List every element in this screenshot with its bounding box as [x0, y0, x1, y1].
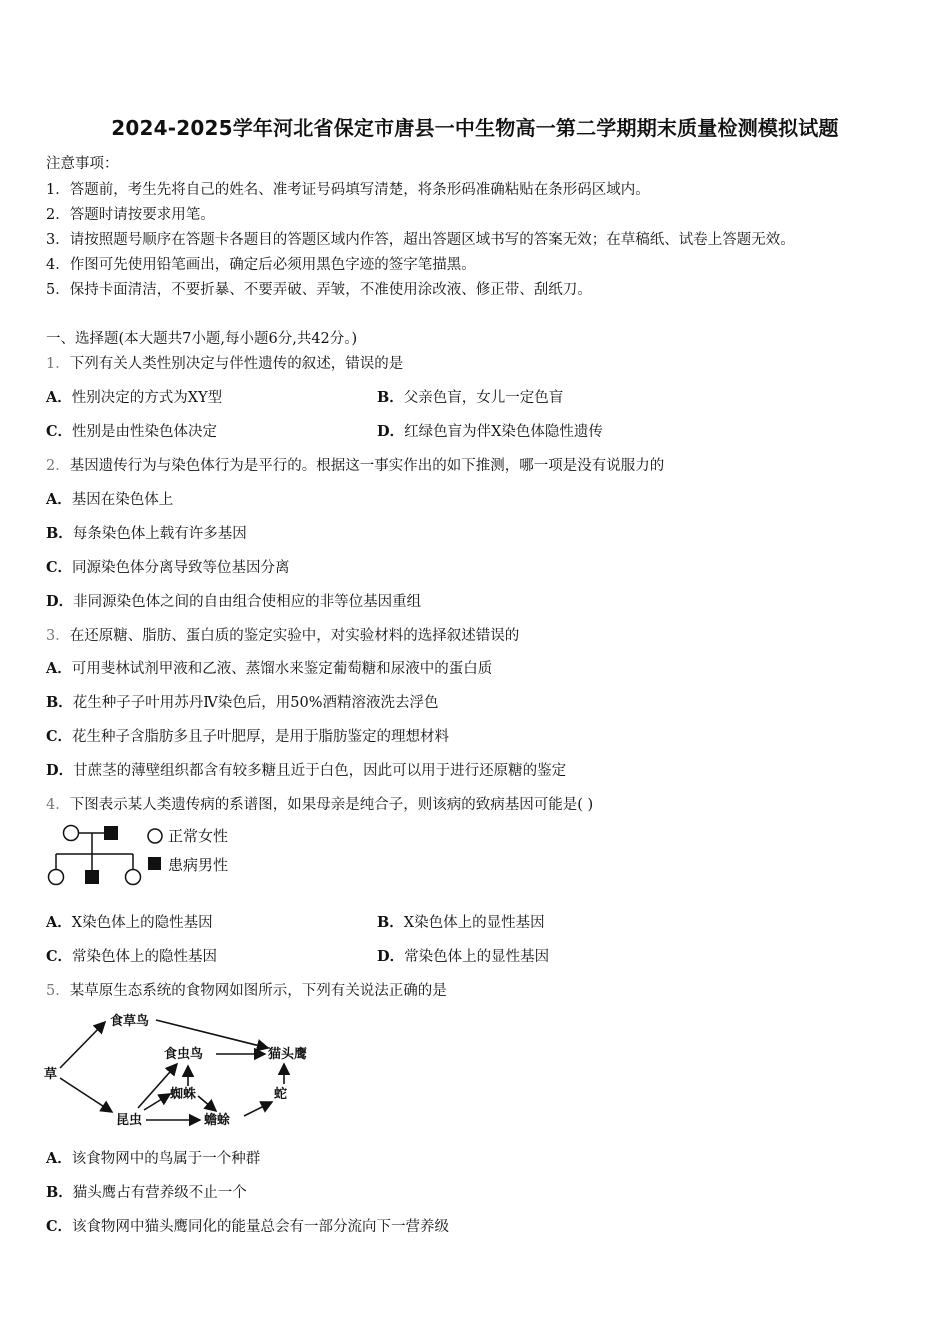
option-b: B．X染色体上的显性基因: [377, 914, 545, 931]
question-1-stem: [46, 352, 403, 373]
question-text: 在还原糖、脂肪、蛋白质的鉴定实验中，对实验材料的选择叙述错误的: [69, 628, 520, 644]
arrow-spider-toad: [198, 1096, 216, 1111]
legend-normal-female-icon: [148, 829, 162, 843]
question-number: 1．: [46, 356, 70, 372]
son-symbol: [85, 870, 99, 884]
notice-item: 2．答题时请按要求用笔。: [46, 207, 215, 223]
option-d: D．甘蔗茎的薄壁组织都含有较多糖且近于白色，因此可以用于进行还原糖的鉴定: [46, 762, 567, 779]
question-number: 5．: [46, 983, 70, 999]
option-b: B．父亲色盲，女儿一定色盲: [377, 389, 564, 406]
node-spider: 蜘蛛: [170, 1087, 197, 1102]
option-a: A．基因在染色体上: [46, 491, 174, 508]
daughter-symbol: [126, 870, 141, 885]
option-c: C．性别是由性染色体决定: [46, 423, 218, 440]
arrow-grass-insect: [60, 1078, 112, 1112]
option-d: D．常染色体上的显性基因: [377, 948, 550, 965]
father-symbol: [104, 826, 118, 840]
option-c: C．同源染色体分离导致等位基因分离: [46, 559, 290, 576]
legend-normal-female: 正常女性: [168, 827, 229, 845]
question-2-stem: [46, 454, 664, 475]
option-a: A．该食物网中的鸟属于一个种群: [46, 1150, 261, 1167]
node-snake: 蛇: [274, 1087, 288, 1102]
page-title: 2024-2025学年河北省保定市唐县一中生物高一第二学期期末质量检测模拟试题: [111, 116, 839, 140]
option-a: A．可用斐林试剂甲液和乙液、蒸馏水来鉴定葡萄糖和尿液中的蛋白质: [46, 660, 493, 677]
arrow-grass-granivore: [60, 1022, 105, 1068]
mother-symbol: [64, 826, 79, 841]
question-number: 3．: [46, 628, 70, 644]
food-web-diagram: [40, 1008, 330, 1136]
node-insect: 昆虫: [116, 1113, 143, 1128]
notice-item: 1．答题前，考生先将自己的姓名、准考证号码填写清楚，将条形码准确粘贴在条形码区域内。: [46, 182, 650, 198]
option-a: A．X染色体上的隐性基因: [46, 914, 213, 931]
node-granivore-bird: 食草鸟: [110, 1014, 150, 1029]
node-grass: 草: [44, 1067, 58, 1082]
option-c: C．该食物网中猫头鹰同化的能量总会有一部分流向下一营养级: [46, 1218, 450, 1235]
arrow-granivore-owl: [156, 1020, 268, 1048]
option-b: B．花生种子子叶用苏丹Ⅳ染色后，用50%酒精溶液洗去浮色: [46, 694, 439, 711]
node-insectivore-bird: 食虫鸟: [164, 1047, 204, 1062]
pedigree-chart: [40, 820, 260, 892]
question-3-stem: [46, 624, 519, 645]
question-5-stem: [46, 979, 447, 1000]
question-4-stem: [46, 793, 593, 814]
legend-affected-male-icon: [148, 857, 161, 870]
notice-heading: 注意事项：: [46, 156, 119, 172]
option-b: B．猫头鹰占有营养级不止一个: [46, 1184, 247, 1201]
option-d: D．红绿色盲为伴X染色体隐性遗传: [377, 423, 603, 440]
option-c: C．常染色体上的隐性基因: [46, 948, 218, 965]
question-text: 某草原生态系统的食物网如图所示，下列有关说法正确的是: [69, 983, 447, 999]
notice-item: 4．作图可先使用铅笔画出，确定后必须用黑色字迹的签字笔描黑。: [46, 257, 476, 273]
option-d: D．非同源染色体之间的自由组合使相应的非等位基因重组: [46, 593, 422, 610]
question-text: 下列有关人类性别决定与伴性遗传的叙述，错误的是: [69, 356, 404, 372]
section-heading: 一、选择题(本大题共7小题,每小题6分,共42分。): [46, 331, 358, 347]
question-text: 基因遗传行为与染色体行为是平行的。根据这一事实作出的如下推测，哪一项是没有说服力的: [69, 458, 665, 474]
notice-item: 5．保持卡面清洁，不要折暴、不要弄破、弄皱，不准使用涂改液、修正带、刮纸刀。: [46, 282, 592, 298]
legend-affected-male: 患病男性: [168, 856, 229, 874]
daughter-symbol: [49, 870, 64, 885]
notice-item: 3．请按照题号顺序在答题卡各题目的答题区域内作答，超出答题区域书写的答案无效；在草稿纸、试卷上答题无效。: [46, 232, 795, 248]
option-c: C．花生种子含脂肪多且子叶肥厚，是用于脂肪鉴定的理想材料: [46, 728, 450, 745]
node-toad: 蟾蜍: [204, 1113, 231, 1128]
question-number: 2．: [46, 458, 70, 474]
node-owl: 猫头鹰: [268, 1047, 308, 1062]
option-a: A．性别决定的方式为XY型: [46, 389, 223, 406]
question-text: 下图表示某人类遗传病的系谱图，如果母亲是纯合子，则该病的致病基因可能是( ): [69, 797, 594, 813]
question-number: 4．: [46, 797, 70, 813]
arrow-toad-snake: [244, 1102, 272, 1116]
option-b: B．每条染色体上载有许多基因: [46, 525, 247, 542]
